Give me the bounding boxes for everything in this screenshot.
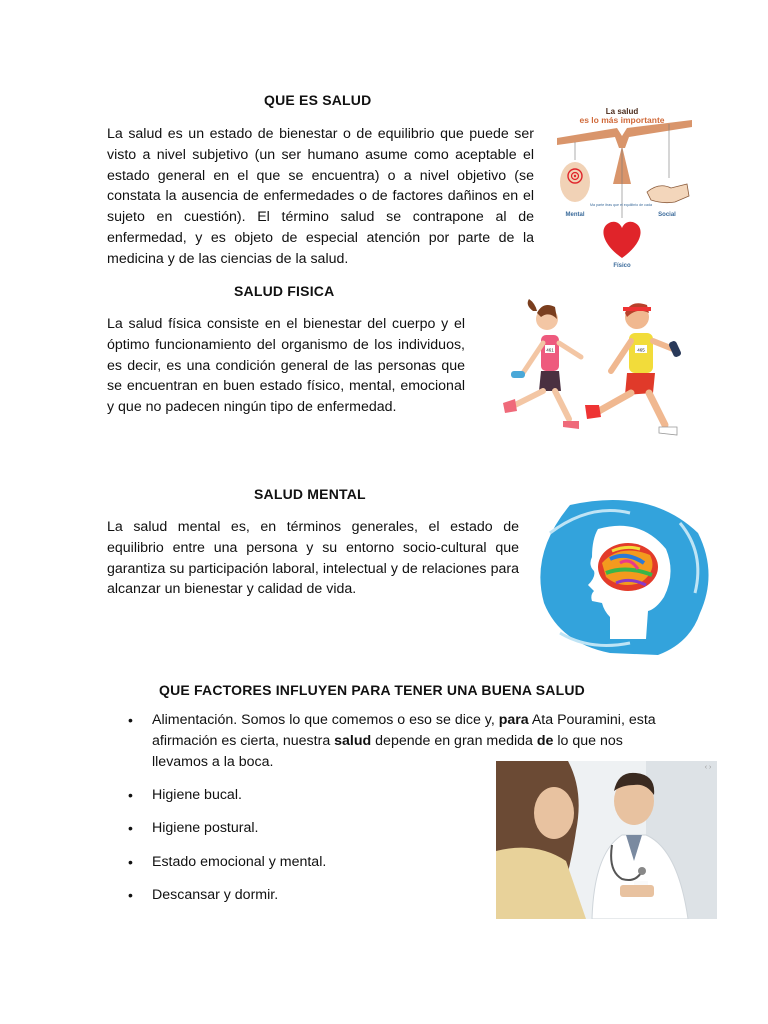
balance-caption: Ma parte itras que el equilibrio de cada [590, 203, 652, 207]
label-fisica: Físico [613, 263, 631, 268]
handshake-icon [647, 184, 689, 203]
image-runners [485, 287, 710, 443]
paragraph-salud-fisica: La salud física consiste en el bienestar del cuerpo y el óptimo funcionamiento del organismo de los individuos, es decir, es una condición general de las personas que se encuentran en buen estado físico, mental, emocional y que no padecen ningún tipo de enfermedad. [107, 316, 465, 416]
paragraph-que-es-salud: La salud es un estado de bienestar o de equilibrio que puede ser visto a nivel subjetivo (un ser humano asume como aceptable el estado general en el que se encuentra) o a nivel objetivo (se constata la ausencia de enfermedades o de factores dañinos en el sujeto en cuestión). El término salud se contrapone al de enfermedad, y es objeto de especial atención por parte de la medicina y de las ciencias de la salud. [107, 126, 534, 267]
heading-factores: QUE FACTORES INFLUYEN PARA TENER UNA BUENA SALUD [159, 682, 585, 698]
label-mental: Mental [565, 212, 585, 218]
runner-man [585, 303, 682, 435]
image-mental-health [530, 493, 712, 663]
balance-subtitle: es lo más importante [579, 115, 665, 125]
runners-illustration [485, 287, 710, 443]
paragraph-salud-mental: La salud mental es, en términos generales, el estado de equilibrio entre una persona y su entorno socio-cultural que garantiza su participación laboral, intelectual y de relaciones para alcanzar un bienestar y calidad de vida. [107, 519, 519, 598]
balance-title: La salud [605, 107, 639, 116]
bib-left: 461 [546, 347, 554, 353]
list-item: • Higiene postural. [128, 818, 668, 839]
bib-right: 465 [637, 347, 645, 353]
mental-health-illustration [530, 493, 712, 663]
image-salud-balance [547, 100, 697, 268]
heading-salud-mental: SALUD MENTAL [254, 486, 366, 502]
list-item: • Estado emocional y mental. [128, 852, 668, 873]
list-item: • Alimentación. Somos lo que comemos o eso se dice y, para Ata Pouramini, esta afirmación es cierta, nuestra salud depende en gran medida de lo que nos llevamos a la boca. [128, 710, 668, 772]
heart-icon [603, 222, 640, 258]
label-social: Social [658, 212, 676, 218]
doctor-photo [496, 761, 717, 919]
list-item: • Higiene bucal. [128, 785, 668, 806]
list-item: • Descansar y dormir. [128, 885, 668, 906]
mental-head-icon [560, 162, 590, 202]
photo-corner-icon: ‹ › [704, 764, 712, 771]
heading-salud-fisica: SALUD FISICA [234, 283, 335, 299]
runner-woman [503, 299, 581, 429]
image-doctor-consultation [496, 761, 717, 919]
balance-illustration [547, 100, 697, 268]
brain-icon [598, 543, 658, 591]
heading-que-es-salud: QUE ES SALUD [264, 92, 372, 108]
